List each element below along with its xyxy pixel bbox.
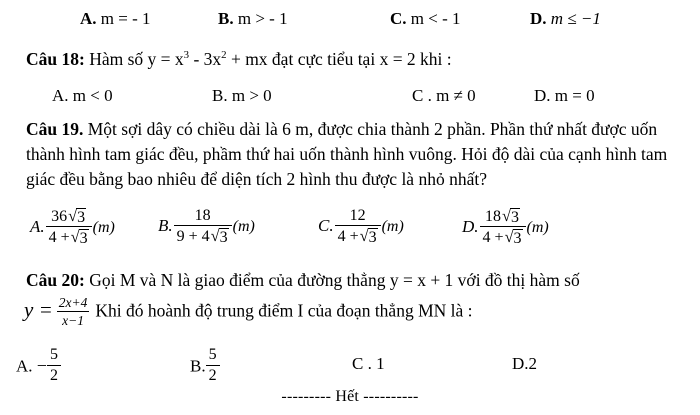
q19-option-d	[462, 208, 549, 248]
q19-option-a-numerator	[46, 207, 92, 227]
sqrt-icon: √3	[502, 206, 519, 226]
q20-option-d	[512, 355, 537, 372]
q19-option-a-den-pre: 4 +	[48, 229, 70, 247]
q19-option-c	[318, 208, 404, 247]
question-18-stem-post: + mx đạt cực tiểu tại x = 2 khi :	[226, 49, 452, 69]
q19-option-d-num-root: 3	[511, 208, 519, 226]
q17-option-d	[530, 10, 601, 27]
q19-option-c-num-coef: 12	[349, 207, 366, 224]
sqrt-icon: √3	[504, 227, 522, 247]
q19-option-c-den-pre: 4 +	[337, 228, 359, 246]
q19-option-a-unit: (m)	[92, 218, 115, 236]
q19-option-c-label: C.	[318, 216, 334, 236]
q20-option-c-text: 1	[376, 354, 385, 373]
q18-option-b	[212, 87, 272, 104]
q20-option-a-sign: −	[36, 355, 47, 376]
q20-option-d-text: 2	[528, 354, 538, 373]
q19-option-a-fraction	[46, 207, 92, 247]
q20-option-d-label: D.	[512, 354, 529, 373]
q19-option-b-numerator	[174, 207, 232, 226]
q20-option-a-fraction	[47, 346, 61, 385]
q18-option-a-label: A.	[52, 86, 69, 105]
q19-option-b	[158, 208, 255, 247]
question-20-formula-fraction	[57, 295, 90, 328]
q19-option-c-fraction	[335, 207, 381, 246]
q18-option-b-label: B.	[212, 86, 228, 105]
q17-option-b-text: m > - 1	[237, 9, 288, 28]
q18-option-a-text: m < 0	[72, 86, 113, 105]
q17-option-a-text: m = - 1	[100, 9, 151, 28]
q19-option-b-den-root: 3	[219, 228, 228, 246]
sqrt-icon: √3	[68, 206, 86, 226]
q19-option-b-den-pre: 9 + 4	[176, 228, 210, 246]
question-19-text: Một sợi dây có chiều dài là 6 m, được chia thành 2 phần. Phần thứ nhất được uốn thành hình tam giác đều, phầm thứ hai uốn thành hình vuông. Hỏi độ dài của cạnh hình tam giác đều bằng bao nhiêu để diện tích 2 hình thu được là nhỏ nhất?	[26, 119, 668, 189]
q19-option-c-den-root: 3	[368, 228, 377, 246]
q19-option-d-denominator	[480, 227, 526, 246]
q20-option-c-label: C .	[352, 354, 372, 373]
q20-option-b-numerator: 5	[206, 346, 220, 366]
sqrt-icon: √3	[70, 227, 88, 247]
q17-option-d-text: m ≤ −1	[550, 9, 601, 28]
sqrt-icon: √3	[210, 226, 228, 246]
question-18-exponent-2: 2	[221, 49, 227, 62]
question-20-formula-denominator: x−1	[62, 313, 84, 329]
q18-option-a	[52, 87, 113, 104]
q18-option-d	[534, 87, 595, 104]
question-20-stem-line1	[26, 270, 580, 291]
q19-option-c-numerator	[335, 207, 381, 226]
question-18-stem-pre: Hàm số y = x	[89, 49, 184, 69]
q19-option-a	[30, 208, 115, 248]
q19-option-d-den-pre: 4 +	[482, 229, 504, 247]
q20-option-b-label: B.	[190, 356, 206, 376]
question-20-stem-tail: Khi đó hoành độ trung điểm I của đoạn thẳng MN là :	[95, 300, 473, 321]
q17-option-c-text: m < - 1	[410, 9, 461, 28]
q19-option-c-denominator	[335, 226, 381, 245]
question-20-label: Câu 20:	[26, 270, 85, 290]
q17-option-c	[390, 10, 461, 27]
q19-option-b-num-coef: 18	[194, 207, 211, 224]
q19-option-a-num-coef: 36	[51, 208, 68, 225]
q17-option-c-label: C.	[390, 9, 407, 28]
question-19-body	[26, 117, 686, 192]
q20-option-c	[352, 355, 385, 372]
q20-option-a-numerator: 5	[47, 346, 61, 366]
q20-option-b-fraction	[206, 346, 220, 385]
sqrt-icon: √3	[359, 226, 377, 246]
q17-option-b	[218, 10, 288, 27]
q19-option-b-fraction	[174, 207, 232, 246]
q19-option-b-label: B.	[158, 216, 173, 236]
question-18-label: Câu 18:	[26, 49, 85, 69]
q18-option-d-text: m = 0	[554, 86, 595, 105]
q17-option-b-label: B.	[218, 9, 234, 28]
question-18-exponent-1: 3	[183, 49, 190, 62]
document-footer: --------- Hết ----------	[281, 388, 419, 405]
question-18-stem	[26, 49, 452, 70]
q19-option-a-label: A.	[30, 216, 45, 236]
q19-option-a-den-root: 3	[79, 229, 88, 247]
q18-option-b-text: m > 0	[231, 86, 272, 105]
q20-option-a	[16, 348, 61, 387]
q20-option-a-denominator: 2	[49, 366, 58, 384]
q19-option-d-fraction	[480, 207, 526, 247]
question-20-formula-line	[24, 296, 473, 329]
q19-option-d-numerator	[480, 207, 526, 227]
q19-option-a-denominator	[46, 227, 92, 246]
q17-option-a-label: A.	[80, 9, 97, 28]
q19-option-c-unit: (m)	[381, 218, 404, 236]
question-18-stem-mid: - 3x	[189, 49, 222, 69]
question-20-formula-lhs: y =	[24, 297, 53, 322]
q18-option-c-label: C .	[412, 86, 432, 105]
question-20-stem-text: Gọi M và N là giao điểm của đường thẳng y = x + 1 với đồ thị hàm số	[89, 270, 580, 290]
q18-option-c-text: m ≠ 0	[436, 86, 476, 105]
q18-option-c	[412, 87, 476, 104]
q19-option-d-label: D.	[462, 216, 479, 236]
q18-option-d-label: D.	[534, 86, 551, 105]
q19-option-d-num-coef: 18	[485, 208, 502, 225]
q20-option-b	[190, 348, 220, 387]
q20-option-b-denominator: 2	[208, 366, 217, 384]
q19-option-d-unit: (m)	[526, 218, 549, 236]
question-20-formula-numerator: 2x+4	[57, 295, 90, 312]
question-19-label: Câu 19.	[26, 119, 84, 139]
q19-option-b-unit: (m)	[232, 218, 255, 236]
q19-option-b-denominator	[174, 226, 232, 245]
q20-option-a-label: A.	[16, 356, 33, 376]
q17-option-a	[80, 10, 151, 27]
q17-option-d-label: D.	[530, 9, 547, 28]
q19-option-d-den-root: 3	[513, 229, 522, 247]
q19-option-a-num-root: 3	[77, 208, 86, 226]
